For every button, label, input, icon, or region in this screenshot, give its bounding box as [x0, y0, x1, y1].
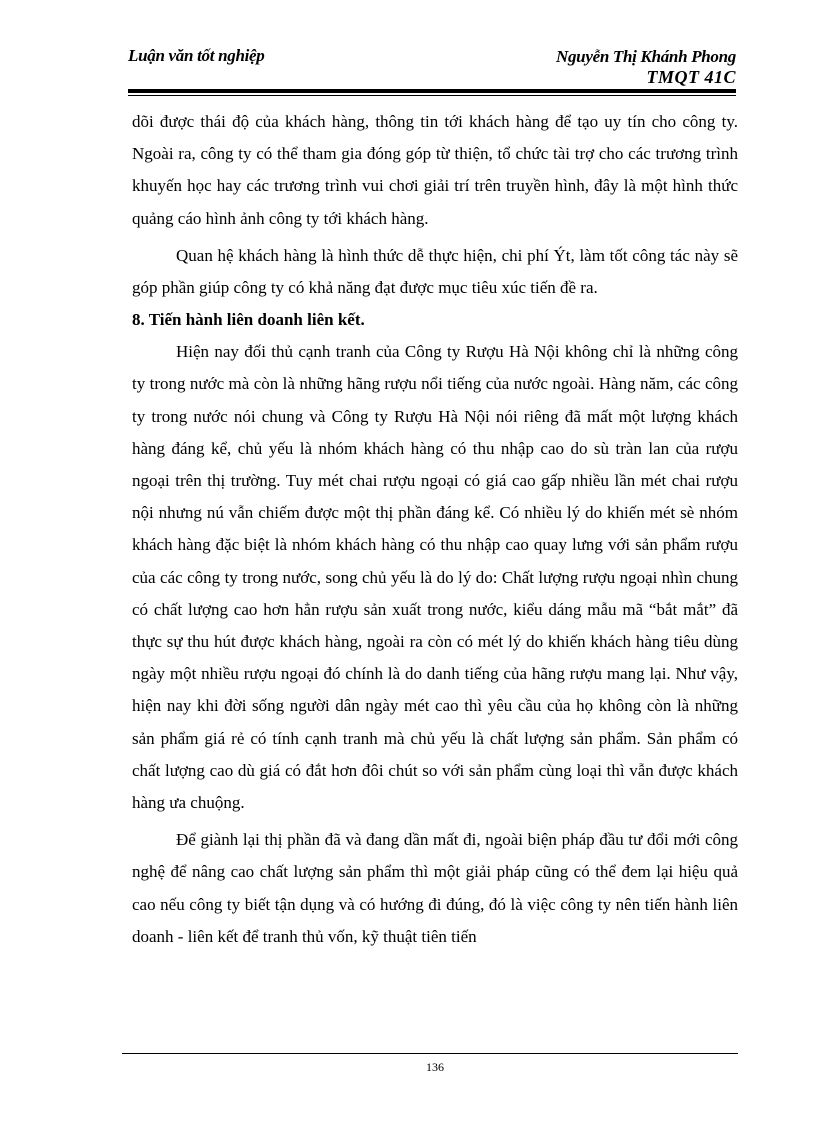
header-class-code: TMQT 41C [646, 67, 736, 87]
header-thesis-title: Luận văn tốt nghiệp [128, 46, 265, 65]
page-body [132, 106, 738, 953]
section-heading: 8. Tiến hành liên doanh liên kết. [132, 310, 365, 330]
header-author-name: Nguyễn Thị Khánh Phong [556, 47, 736, 66]
header-author-block [556, 46, 736, 88]
header-rule-thick [128, 89, 736, 93]
page-number: 136 [426, 1060, 444, 1074]
paragraph-continuation: dõi được thái độ của khách hàng, thông tin tới khách hàng để tạo uy tín cho công ty. Ngoài ra, công ty có thể tham gia đóng góp từ thiện, tổ chức tài trợ cho các trương trình khuyến học hay các trương trình vui chơi giải trí trên truyền hình, đây là một hình thức quảng cáo hình ảnh công ty tới khách hàng. [132, 112, 738, 228]
paragraph-joint-venture: Để giành lại thị phần đã và đang dần mất đi, ngoài biện pháp đầu tư đổi mới công nghệ để nâng cao chất lượng sản phẩm thì một giải pháp cũng có thể đem lại hiệu quả cao nếu công ty biết tận dụng và có hướng đi đúng, đó là việc công ty nên tiến hành liên doanh - liên kết để tranh thủ vốn, kỹ thuật tiên tiến [132, 830, 738, 946]
header-rule-thin [128, 95, 736, 96]
footer-rule [122, 1053, 738, 1054]
paragraph-competition: Hiện nay đối thủ cạnh tranh của Công ty Rượu Hà Nội không chỉ là những công ty trong nước mà còn là những hãng rượu nổi tiếng của nước ngoài. Hàng năm, các công ty trong nước nói chung và Công ty Rượu Hà Nội nói riêng đã mất một lượng khách hàng đáng kể, chủ yếu là nhóm khách hàng có thu nhập cao do sù tràn lan của rượu ngoại trên thị trường. Tuy mét chai rượu ngoại có giá cao gấp nhiều lần mét chai rượu nội nhưng nú vẫn chiếm được một thị phần đáng kể. Có nhiều lý do khiến mét sè nhóm khách hàng đặc biệt là nhóm khách hàng có thu nhập cao quay lưng với sản phẩm rượu của các công ty trong nước, song chủ yếu là do lý do: Chất lượng rượu ngoại nhìn chung có chất lượng cao hơn hẳn rượu sản xuất trong nước, kiểu dáng mẫu mã “bắt mắt” đã thực sự thu hút được khách hàng, ngoài ra còn có mét lý do khiến khách hàng tiêu dùng ngày một nhiều rượu ngoại đó chính là do danh tiếng của hãng rượu mang lại. Như vậy, hiện nay khi đời sống người dân ngày mét cao thì yêu cầu của họ không còn là những sản phẩm giá rẻ có tính cạnh tranh mà chủ yếu là chất lượng sản phẩm. Sản phẩm có chất lượng cao dù giá có đắt hơn đôi chút so với sản phẩm cùng loại thì vẫn được khách hàng ưa chuộng. [132, 342, 738, 813]
paragraph-customer-relations: Quan hệ khách hàng là hình thức dễ thực hiện, chi phí Ýt, làm tốt công tác này sẽ góp phần giúp công ty có khả năng đạt được mục tiêu xúc tiến đề ra. [132, 245, 738, 298]
